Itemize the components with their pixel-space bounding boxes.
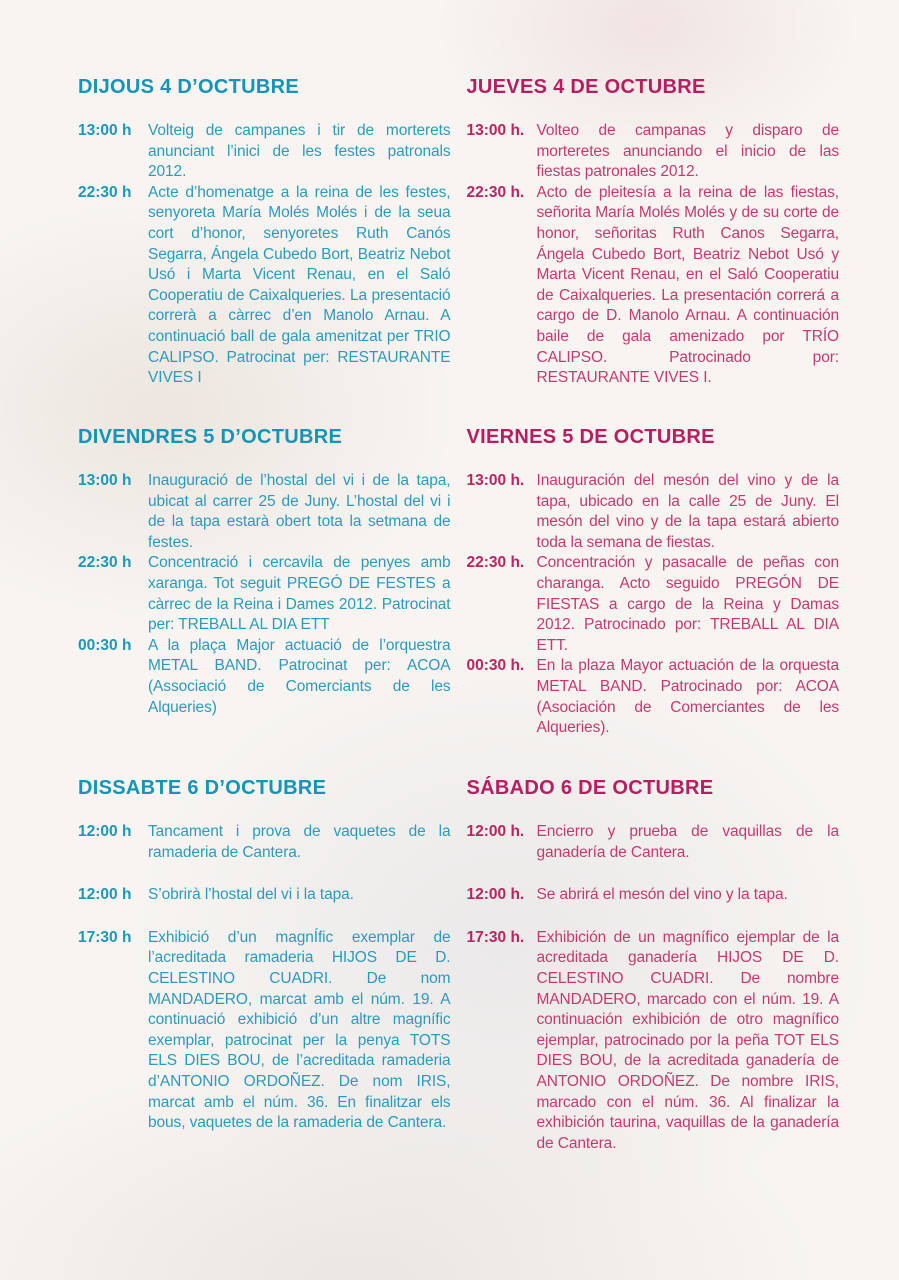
- schedule-entry: [467, 656, 840, 738]
- entry-time: 12:00 h.: [466, 823, 525, 840]
- section-sabado-6: [467, 777, 840, 1154]
- entry-text: Inauguración del mesón del vino y de la tapa, ubicado en la calle 25 de Juny. El mesón del vino y de la tapa estará abierto toda la semana de fiestas.: [536, 472, 839, 551]
- entry-text: Concentració i cercavila de penyes amb xaranga. Tot seguit PREGÓ DE FESTES a càrrec de la Reina i Dames 2012. Patrocinat per: TREBALL AL DIA ETT: [148, 554, 451, 634]
- entry-time: 00:30 h.: [466, 657, 525, 675]
- section-viernes-5: [467, 426, 840, 777]
- entry-text: S’obrirà l’hostal del vi i la tapa.: [148, 886, 354, 904]
- section-dijous-4: [78, 76, 451, 426]
- entry-time: 12:00 h.: [466, 886, 525, 904]
- entry-text: Acte d’homenatge a la reina de les festes, senyoreta María Molés Molés i de la seua cort d’honor, senyoretes Ruth Canós Segarra, Ángela Cubedo Bort, Beatriz Nebot Usó i Marta Vicent Renau, en el Saló Cooperatiu de Caixalqueries. La presentació correrà a càrrec d’en Manolo Arnau. A continuació ball de gala amenitzat per TRIO CALIPSO. Patrocinat per: RESTAURANTE VIVES I: [148, 183, 451, 387]
- schedule-entry: [467, 553, 840, 656]
- entry-time: 22:30 h.: [466, 183, 525, 201]
- entry-time: 17:30 h.: [466, 928, 525, 946]
- day-heading: DIVENDRES 5 D’OCTUBRE: [78, 426, 343, 448]
- day-heading: SÁBADO 6 DE OCTUBRE: [466, 777, 714, 799]
- entry-time: 17:30 h: [78, 928, 132, 946]
- entry-time: 12:00 h: [78, 886, 132, 904]
- schedule-entry: [467, 885, 840, 906]
- section-divendres-5: [78, 426, 451, 777]
- entry-time: 13:00 h.: [466, 122, 525, 139]
- day-heading: DIJOUS 4 D’OCTUBRE: [78, 76, 299, 98]
- section-dissabte-6: [78, 777, 451, 1134]
- schedule-entry: [467, 471, 840, 553]
- schedule-entry: [467, 121, 840, 183]
- entry-text: A la plaça Major actuació de l’orquestra METAL BAND. Patrocinat per: ACOA (Associació de Comerciants de les Alqueries): [148, 636, 451, 716]
- entry-time: 13:00 h: [78, 122, 132, 139]
- schedule-entry: [467, 183, 840, 389]
- column-valencian: [78, 76, 451, 1176]
- entry-time: 13:00 h: [78, 472, 132, 489]
- schedule-entry: [78, 471, 451, 553]
- section-jueves-4: [467, 76, 840, 426]
- day-heading: VIERNES 5 DE OCTUBRE: [466, 426, 715, 448]
- entry-text: Se abrirá el mesón del vino y la tapa.: [536, 886, 788, 904]
- day-heading: DISSABTE 6 D’OCTUBRE: [78, 777, 327, 799]
- entry-time: 22:30 h: [78, 554, 132, 572]
- entry-text: Volteig de campanes i tir de morterets anunciant l’inici de les festes patronals 2012.: [148, 122, 451, 181]
- entry-text: Tancament i prova de vaquetes de la ramaderia de Cantera.: [148, 823, 451, 861]
- entry-time: 22:30 h: [78, 183, 132, 201]
- schedule-entry: [78, 553, 451, 635]
- entry-time: 12:00 h: [78, 823, 132, 840]
- schedule-entry: [78, 121, 451, 183]
- entry-text: Concentración y pasacalle de peñas con charanga. Acto seguido PREGÓN DE FIESTAS a cargo de la Reina y Damas 2012. Patrocinado por: TREBALL AL DIA ETT.: [536, 554, 839, 654]
- column-spanish: [467, 76, 840, 1176]
- entry-text: Exhibición de un magnífico ejemplar de la acreditada ganadería HIJOS DE D. CELESTINO CUADRI. De nombre MANDADERO, marcado con el núm. 19. A continuación exhibición de otro magnífico ejemplar, patrocinado por la peña TOT ELS DIES BOU, de la acreditada ganadería de ANTONIO ORDOÑEZ. De nombre IRIS, marcado con el núm. 36. Al finalizar la exhibición taurina, vaquillas de la ganadería de Cantera.: [536, 928, 839, 1152]
- schedule-entry: [78, 822, 451, 863]
- schedule-entry: [78, 636, 451, 718]
- schedule-entry: [78, 885, 451, 906]
- entry-text: Acto de pleitesía a la reina de las fiestas, señorita María Molés Molés y de su corte de honor, señoritas Ruth Canos Segarra, Ángela Cubedo Bort, Beatriz Nebot Usó y Marta Vicent Renau, en el Saló Cooperatiu de Caixalqueries. La presentación correrá a cargo de D. Manolo Arnau. A continuación baile de gala amenizado por TRÍO CALIPSO. Patrocinado por: RESTAURANTE VIVES I.: [536, 183, 839, 387]
- schedule-entry: [467, 928, 840, 1155]
- entry-text: Inauguració de l’hostal del vi i de la tapa, ubicat al carrer 25 de Juny. L’hostal del vi i de la tapa estarà obert tota la setmana de festes.: [148, 472, 451, 551]
- entry-time: 13:00 h.: [466, 472, 525, 489]
- entry-text: Encierro y prueba de vaquillas de la ganadería de Cantera.: [536, 823, 839, 861]
- entry-text: En la plaza Mayor actuación de la orquesta METAL BAND. Patrocinado por: ACOA (Asociación de Comerciantes de les Alqueries).: [536, 657, 839, 737]
- schedule-entry: [467, 822, 840, 863]
- schedule-entry: [78, 183, 451, 389]
- schedule-entry: [78, 928, 451, 1134]
- entry-text: Volteo de campanas y disparo de morteretes anunciando el inicio de las fiestas patronales 2012.: [536, 122, 839, 181]
- entry-time: 22:30 h.: [466, 554, 525, 572]
- entry-text: Exhibició d’un magnÍfic exemplar de l’acreditada ramaderia HIJOS DE D. CELESTINO CUADRI. De nom MANDADERO, marcat amb el núm. 19. A continuació exhibició d’un altre magnífic exemplar, patrocinat per la penya TOTS ELS DIES BOU, de l’acreditada ramaderia d’ANTONIO ORDOÑEZ. De nom IRIS, marcat amb el núm. 36. En finalitzar els bous, vaquetes de la ramaderia de Cantera.: [148, 928, 451, 1132]
- day-heading: JUEVES 4 DE OCTUBRE: [466, 76, 706, 98]
- entry-time: 00:30 h: [78, 636, 132, 654]
